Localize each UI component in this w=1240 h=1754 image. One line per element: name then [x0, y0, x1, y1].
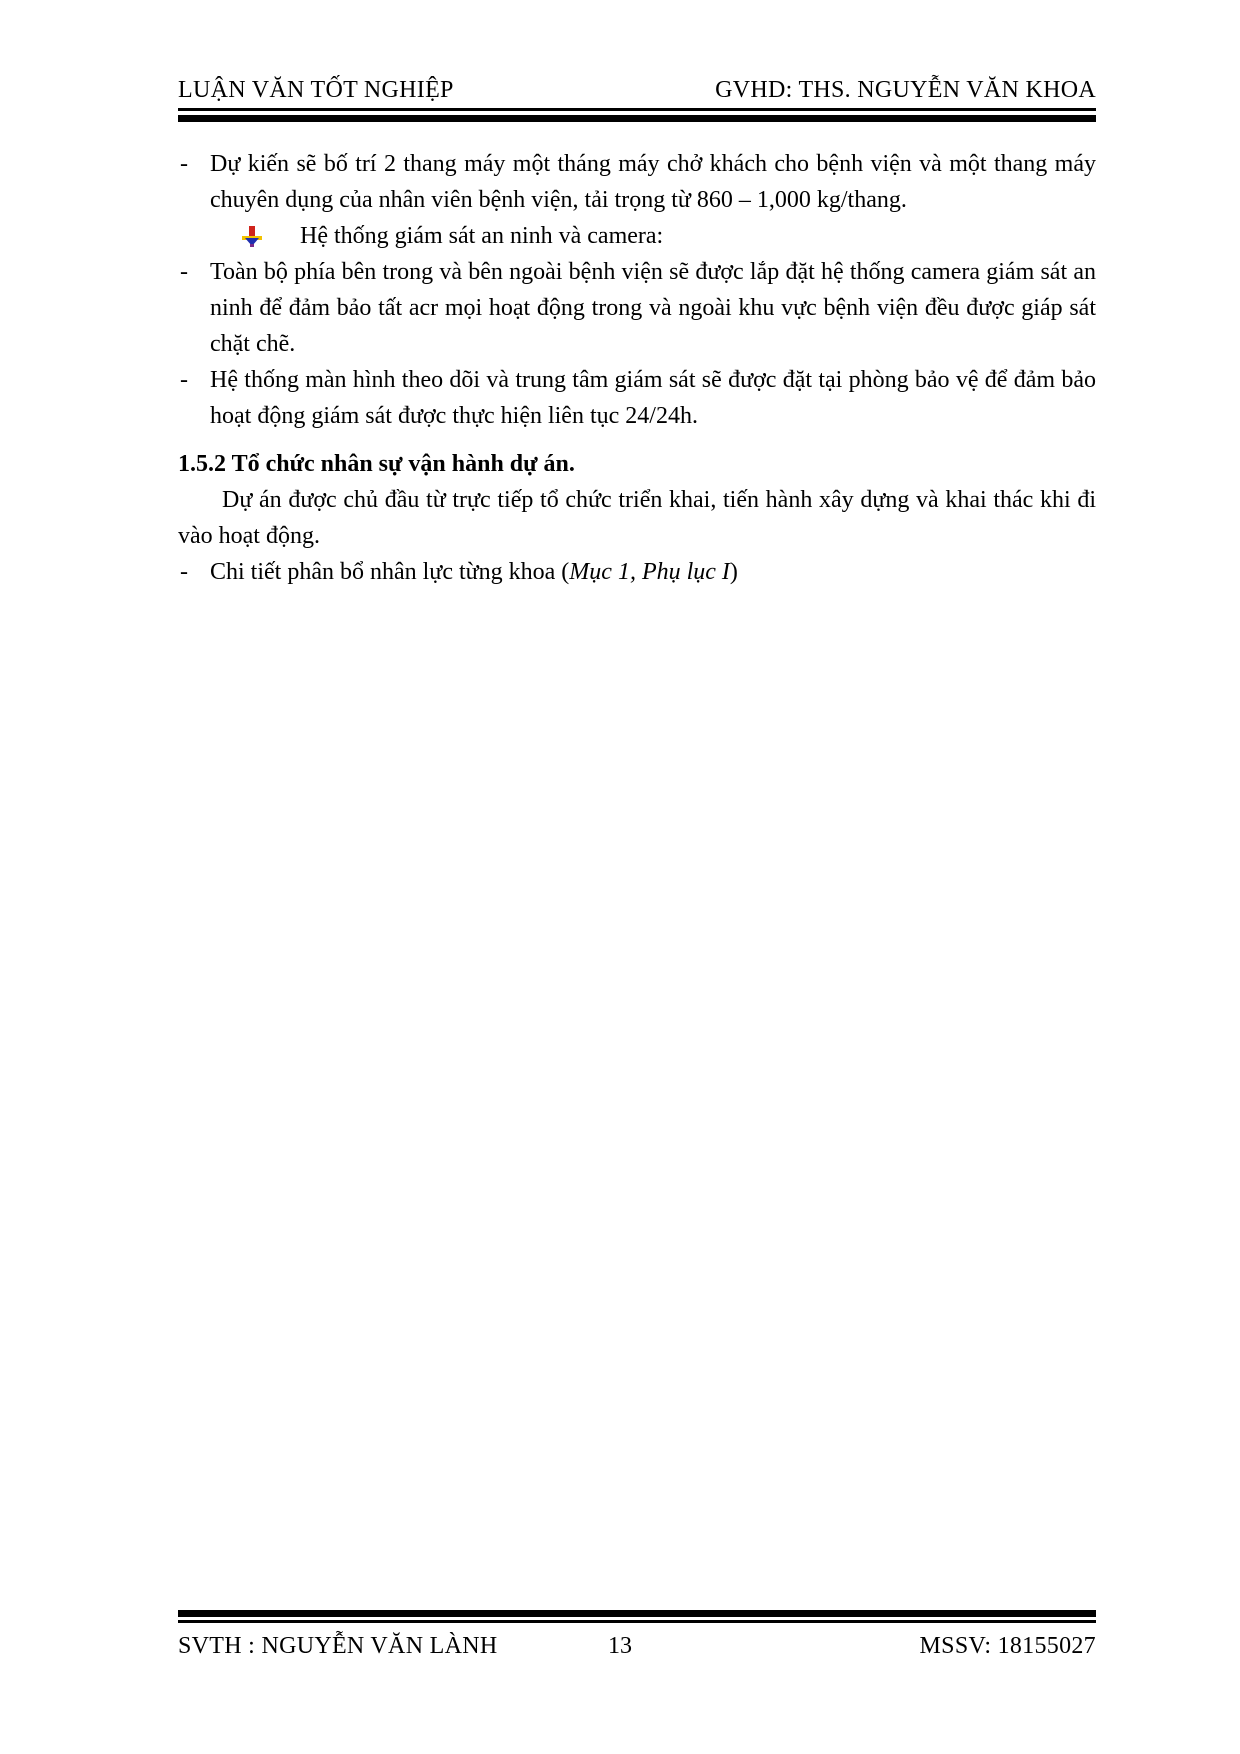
bullet-text: Toàn bộ phía bên trong và bên ngoài bệnh viện sẽ được lắp đặt hệ thống camera giám sát an ninh để đảm bảo tất acr mọi hoạt động trong và ngoài khu vực bệnh viện đều được giáp sát chặt chẽ. [210, 259, 1096, 357]
footer-rule-thin [178, 1620, 1096, 1623]
page-number: 13 [608, 1633, 632, 1659]
bullet-text: Hệ thống màn hình theo dõi và trung tâm giám sát sẽ được đặt tại phòng bảo vệ để đảm bảo hoạt động giám sát được thực hiện liên tục 24/24h. [210, 367, 1096, 429]
appendix-reference: Mục 1, Phụ lục I [569, 559, 730, 585]
bullet-elevators [178, 146, 1096, 218]
page-content [178, 146, 1096, 590]
footer-student: SVTH : NGUYỄN VĂN LÀNH [178, 1633, 498, 1659]
header-advisor: GVHD: THS. NGUYỄN VĂN KHOA [715, 77, 1096, 103]
bullet-dash: - [180, 151, 188, 177]
body-paragraph: Dự án được chủ đầu từ trực tiếp tổ chức triển khai, tiến hành xây dựng và khai thác khi đi vào hoạt động. [178, 487, 1096, 549]
bullet-close-paren: ) [729, 559, 738, 585]
bullet-dash: - [180, 367, 188, 393]
bullet-dash: - [180, 259, 188, 285]
header-rule-thin [178, 108, 1096, 111]
bullet-dash: - [180, 559, 188, 585]
bullet-text: Chi tiết phân bổ nhân lực từng khoa ( [210, 559, 570, 585]
arrow-bullet-icon [240, 226, 264, 248]
bullet-text: Dự kiến sẽ bố trí 2 thang máy một tháng máy chở khách cho bệnh viện và một thang máy chuyên dụng của nhân viên bệnh viện, tải trọng từ 860 – 1,000 kg/thang. [210, 151, 1096, 213]
footer-rule-thick [178, 1610, 1096, 1617]
subheading-security [178, 218, 1096, 254]
bullet-camera [178, 254, 1096, 362]
header-rule-thick [178, 115, 1096, 122]
page-footer [178, 1610, 1096, 1670]
bullet-monitoring [178, 362, 1096, 434]
page-header [178, 70, 1096, 110]
section-heading: 1.5.2 Tổ chức nhân sự vận hành dự án. [178, 451, 575, 477]
header-thesis-title: LUẬN VĂN TỐT NGHIỆP [178, 77, 454, 103]
bullet-staffing [178, 554, 1096, 590]
footer-student-id: MSSV: 18155027 [919, 1633, 1096, 1659]
subheading-text: Hệ thống giám sát an ninh và camera: [300, 223, 664, 249]
